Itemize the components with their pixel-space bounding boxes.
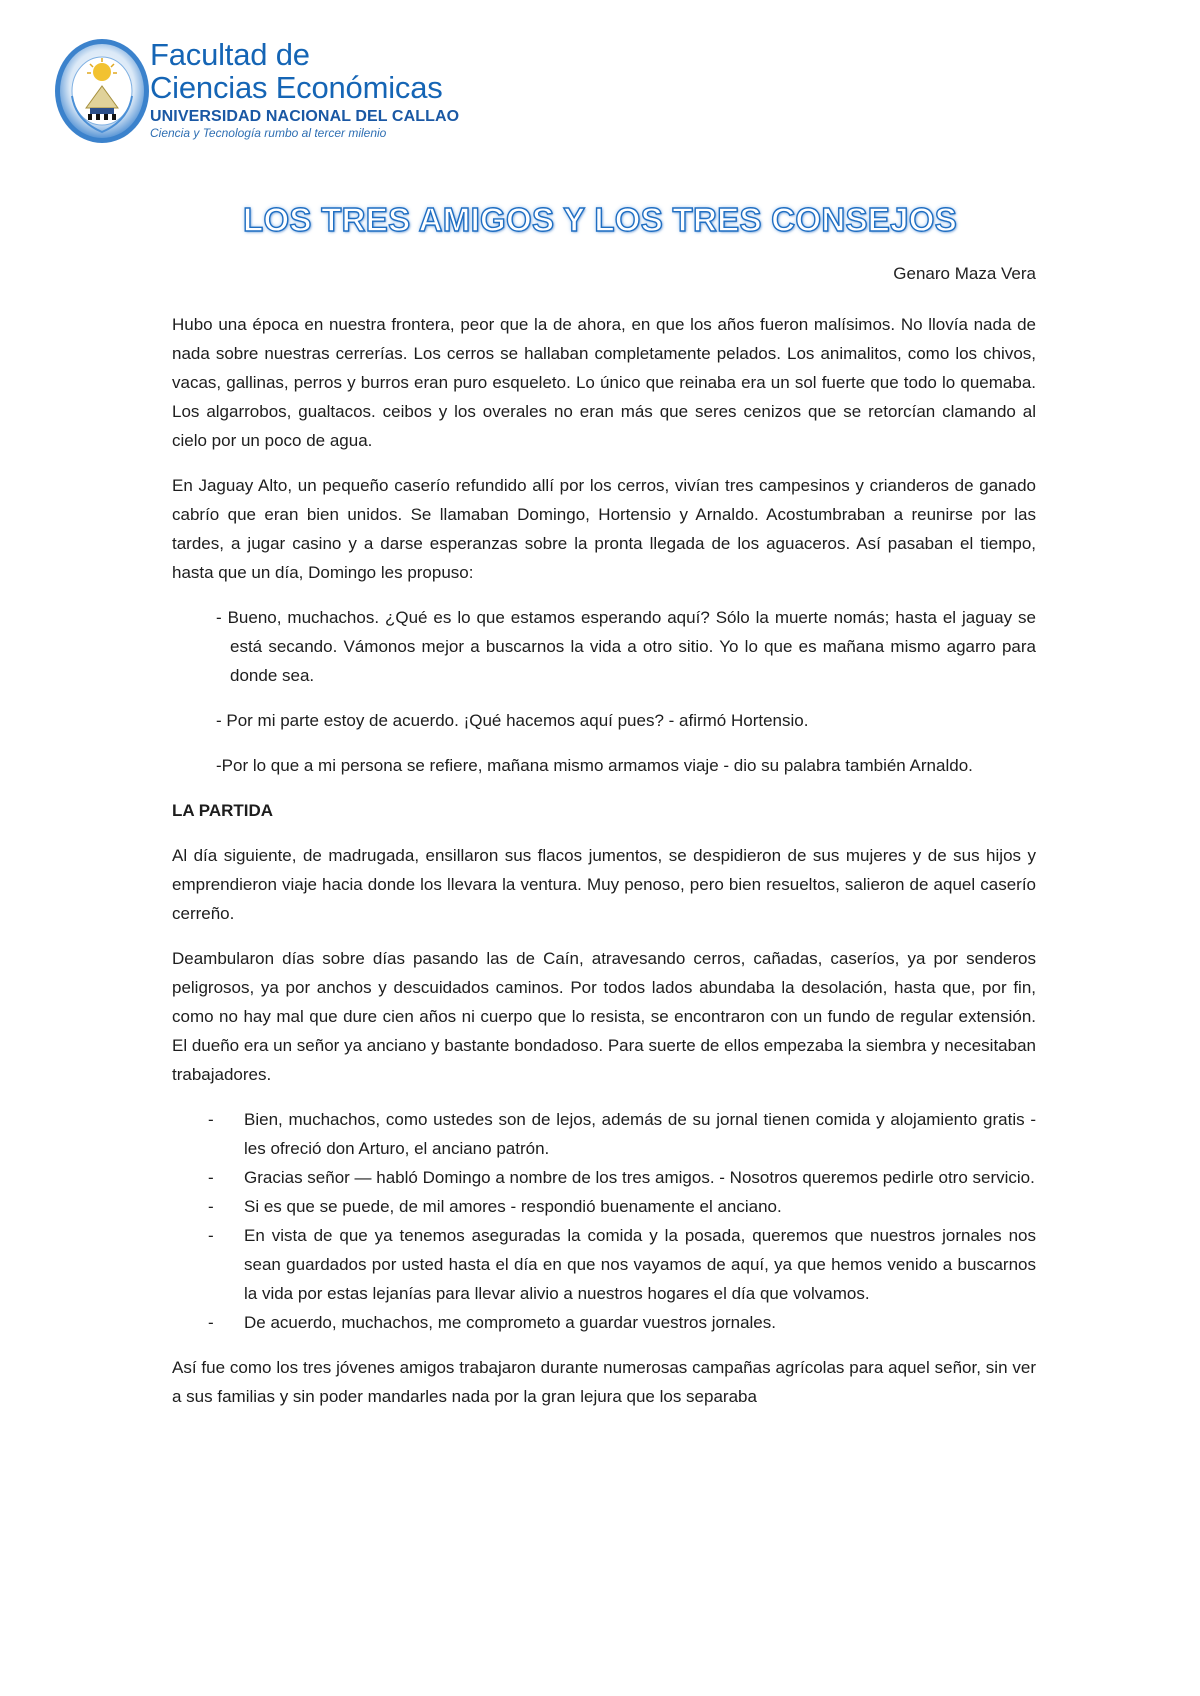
list-dash: -	[208, 1197, 214, 1216]
university-seal-logo	[52, 36, 152, 146]
university-name: UNIVERSIDAD NACIONAL DEL CALLAO	[150, 108, 460, 125]
list-dash: -	[208, 1226, 214, 1245]
list-item-text: En vista de que ya tenemos aseguradas la comida y la posada, queremos que nuestros jornales nos sean guardados por usted hasta el día en que nos vayamos de aquí, ya que hemos venido a buscarnos la vida por estas lejanías para llevar alivio a nuestros hogares el día que volvamos.	[244, 1226, 1036, 1303]
list-item	[172, 1163, 1036, 1192]
author-name: Genaro Maza Vera	[893, 264, 1036, 283]
list-item-text: Si es que se puede, de mil amores - respondió buenamente el anciano.	[244, 1197, 782, 1216]
dialogue-line-3: -Por lo que a mi persona se refiere, mañana mismo armamos viaje - dio su palabra también Arnaldo.	[216, 756, 973, 775]
paragraph-3: Al día siguiente, de madrugada, ensillaron sus flacos jumentos, se despidieron de sus mujeres y de sus hijos y emprendieron viaje hacia donde los llevara la ventura. Muy penoso, pero bien resueltos, salieron de aquel caserío cerreño.	[172, 846, 1036, 923]
list-dash: -	[208, 1168, 214, 1187]
faculty-line-2: Ciencias Económicas	[150, 70, 443, 105]
list-item-text: Gracias señor — habló Domingo a nombre de los tres amigos. - Nosotros queremos pedirle otro servicio.	[244, 1168, 1035, 1187]
section-heading: LA PARTIDA	[172, 801, 274, 820]
list-item	[172, 1192, 1036, 1221]
list-dash: -	[208, 1313, 214, 1332]
list-item-text: De acuerdo, muchachos, me comprometo a guardar vuestros jornales.	[244, 1313, 776, 1332]
dialogue-line-2: - Por mi parte estoy de acuerdo. ¡Qué hacemos aquí pues? - afirmó Hortensio.	[216, 711, 809, 730]
list-item	[172, 1105, 1036, 1163]
paragraph-2: En Jaguay Alto, un pequeño caserío refundido allí por los cerros, vivían tres campesinos y crianderos de ganado cabrío que eran bien unidos. Se llamaban Domingo, Hortensio y Arnaldo. Acostumbraban a reunirse por las tardes, a jugar casino y a darse esperanzas sobre la pronta llegada de los aguaceros. Así pasaban el tiempo, hasta que un día, Domingo les propuso:	[172, 476, 1036, 582]
list-item	[172, 1221, 1036, 1308]
faculty-header	[50, 36, 570, 154]
document-title: LOS TRES AMIGOS Y LOS TRES CONSEJOS	[242, 201, 958, 238]
document-body	[172, 310, 1036, 1427]
university-motto: Ciencia y Tecnología rumbo al tercer milenio	[150, 126, 387, 140]
paragraph-5: Así fue como los tres jóvenes amigos trabajaron durante numerosas campañas agrícolas para aquel señor, sin ver a sus familias y sin poder mandarles nada por la gran lejura que los separaba	[172, 1358, 1036, 1406]
list-dash: -	[208, 1110, 214, 1129]
dialogue-list	[172, 1105, 1036, 1337]
paragraph-1: Hubo una época en nuestra frontera, peor que la de ahora, en que los años fueron malísimos. No llovía nada de nada sobre nuestras cerrerías. Los cerros se hallaban completamente pelados. Los animalitos, como los chivos, vacas, gallinas, perros y burros eran puro esqueleto. Lo único que reinaba era un sol fuerte que todo lo quemaba. Los algarrobos, gualtacos. ceibos y los overales no eran más que seres cenizos que se retorcían clamando al cielo por un poco de agua.	[172, 315, 1036, 450]
paragraph-4: Deambularon días sobre días pasando las de Caín, atravesando cerros, cañadas, caseríos, ya por senderos peligrosos, ya por anchos y descuidados caminos. Por todos lados abundaba la desolación, hasta que, por fin, como no hay mal que dure cien años ni cuerpo que lo resista, se encontraron con un fundo de regular extensión. El dueño era un señor ya anciano y bastante bondadoso. Para suerte de ellos empezaba la siembra y necesitaban trabajadores.	[172, 949, 1036, 1084]
faculty-line-1: Facultad de	[150, 37, 310, 72]
list-item-text: Bien, muchachos, como ustedes son de lejos, además de su jornal tienen comida y alojamiento gratis - les ofreció don Arturo, el anciano patrón.	[244, 1110, 1036, 1158]
dialogue-line-1: - Bueno, muchachos. ¿Qué es lo que estamos esperando aquí? Sólo la muerte nomás; hasta el jaguay se está secando. Vámonos mejor a buscarnos la vida a otro sitio. Yo lo que es mañana mismo agarro para donde sea.	[216, 608, 1036, 685]
faculty-name-block	[150, 36, 550, 140]
list-item	[172, 1308, 1036, 1337]
